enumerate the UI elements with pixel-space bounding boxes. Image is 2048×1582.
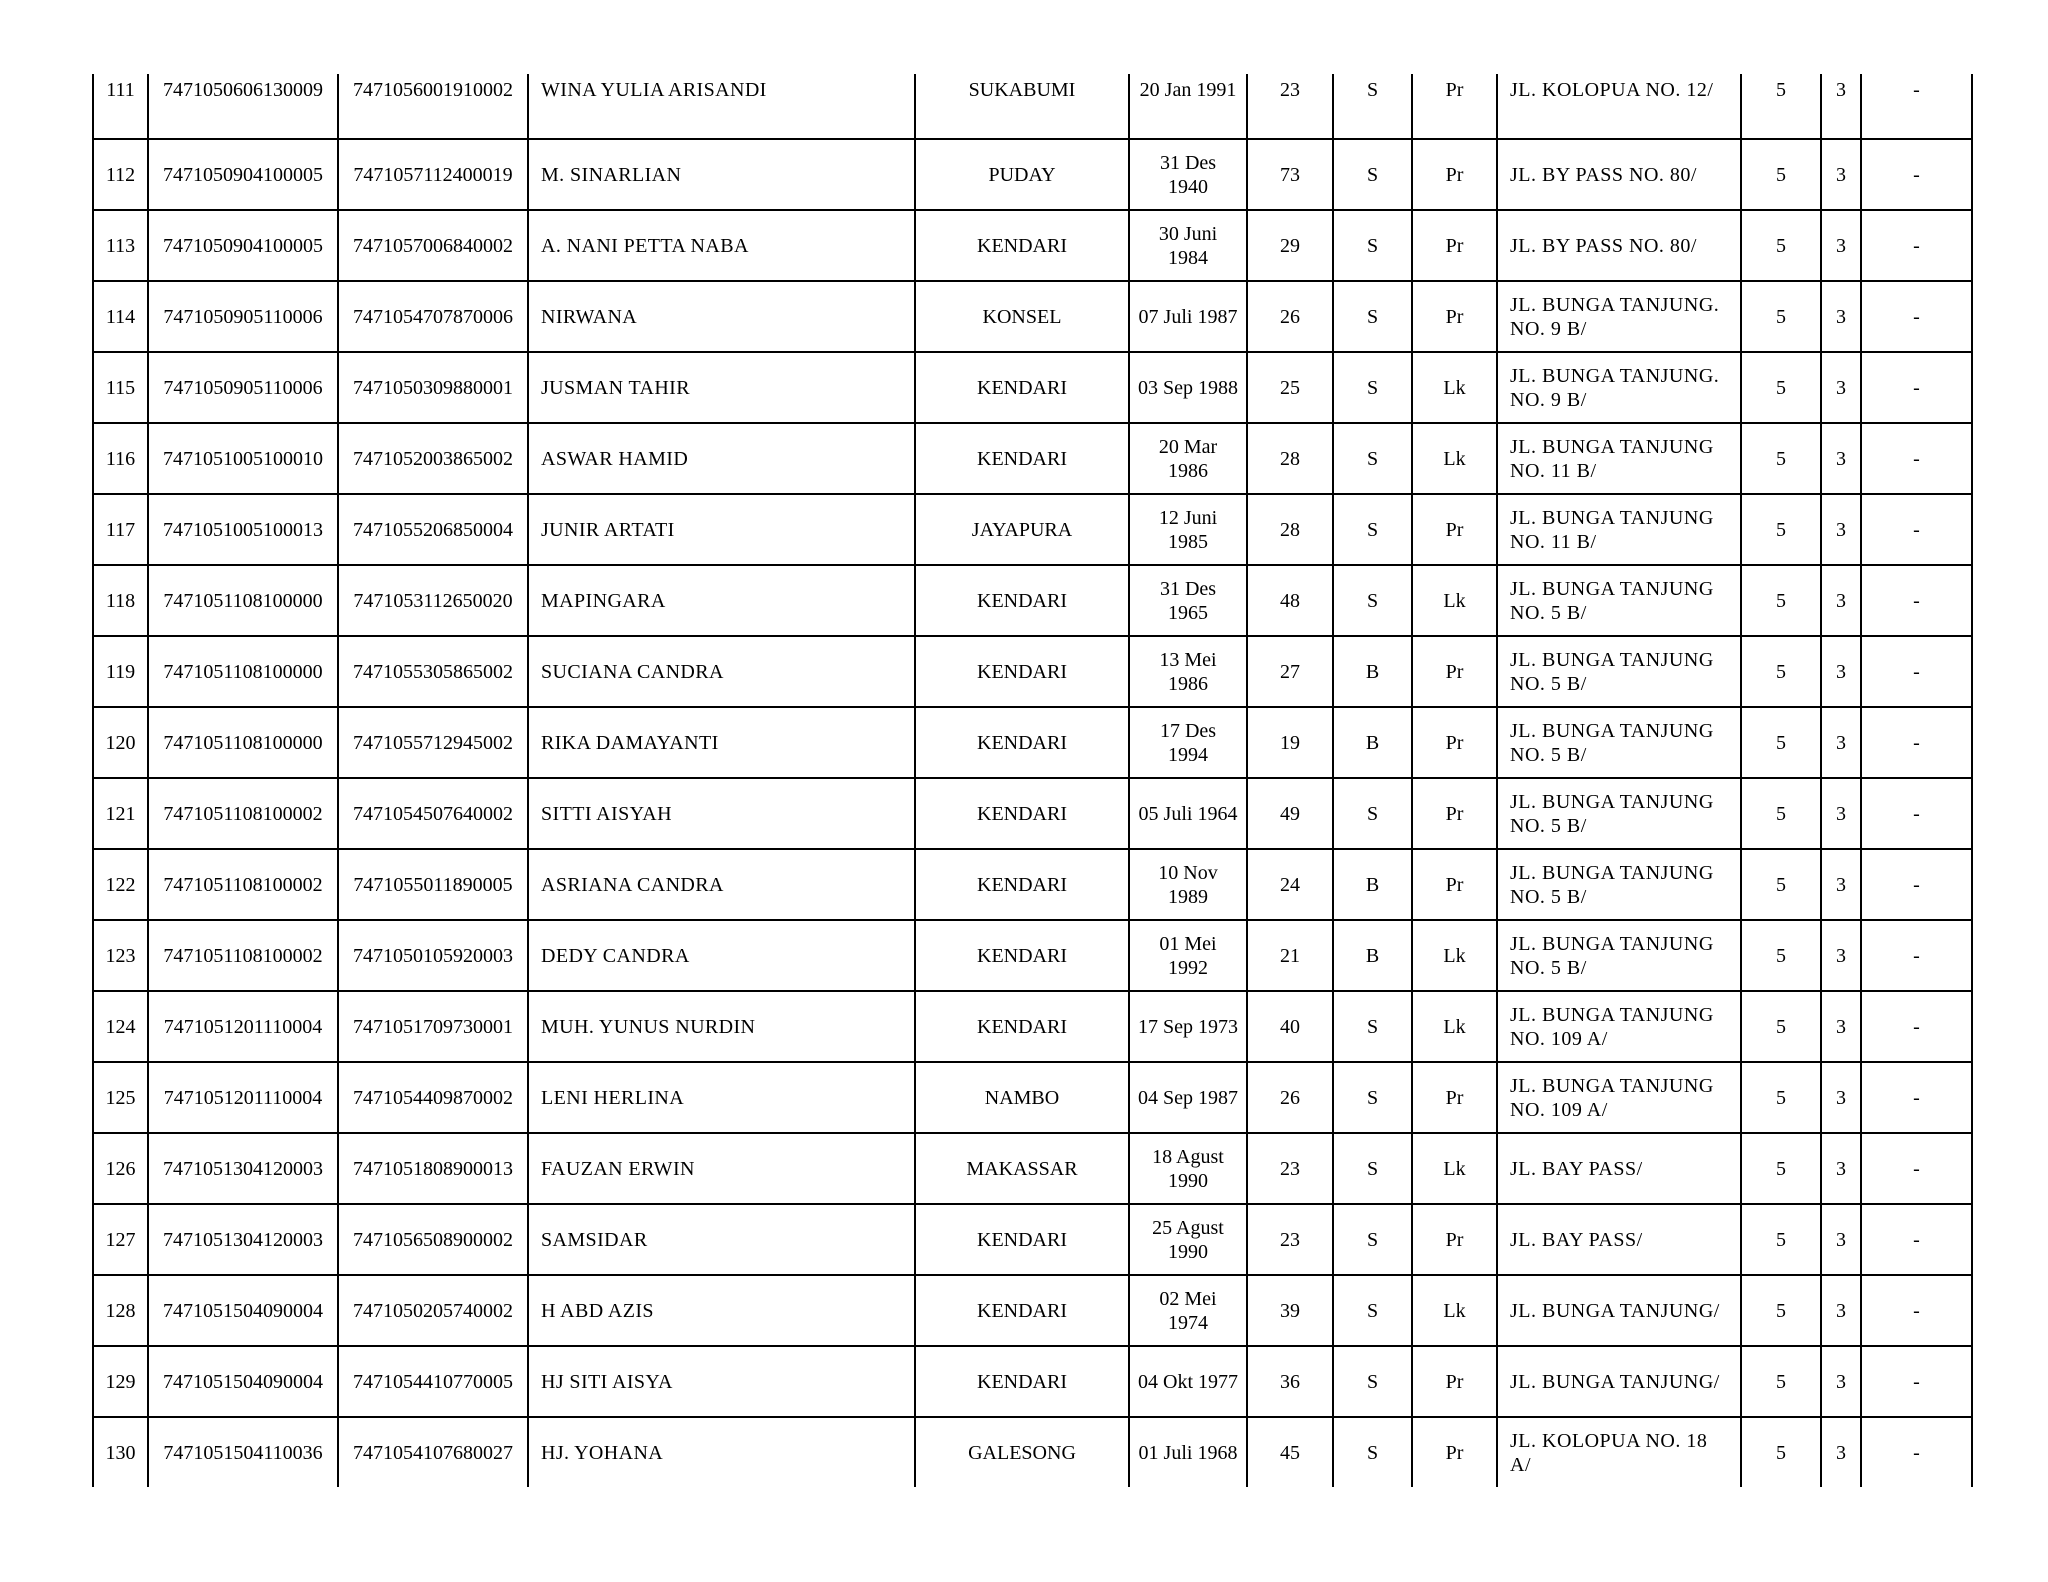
table-row bbox=[93, 636, 1972, 707]
row-number-cell: 117 bbox=[93, 494, 148, 565]
code-1-cell: 5 bbox=[1741, 281, 1821, 352]
code-1-cell: 5 bbox=[1741, 139, 1821, 210]
id-number-cell: 7471057006840002 bbox=[338, 210, 528, 281]
family-card-number-cell: 7471050606130009 bbox=[148, 74, 338, 139]
code-1-cell: 5 bbox=[1741, 1204, 1821, 1275]
address-cell: JL. BUNGA TANJUNG NO. 5 B/ bbox=[1497, 849, 1741, 920]
table-row bbox=[93, 494, 1972, 565]
age-cell: 23 bbox=[1247, 1204, 1333, 1275]
id-number-cell: 7471055206850004 bbox=[338, 494, 528, 565]
birthplace-cell: KENDARI bbox=[915, 920, 1129, 991]
remarks-cell: - bbox=[1861, 1204, 1972, 1275]
marital-status-cell: S bbox=[1333, 210, 1412, 281]
id-number-cell: 7471052003865002 bbox=[338, 423, 528, 494]
id-number-cell: 7471054409870002 bbox=[338, 1062, 528, 1133]
address-cell: JL. BUNGA TANJUNG NO. 109 A/ bbox=[1497, 1062, 1741, 1133]
table-row bbox=[93, 1204, 1972, 1275]
code-2-cell: 3 bbox=[1821, 991, 1861, 1062]
code-2-cell: 3 bbox=[1821, 778, 1861, 849]
family-card-number-cell: 7471051108100000 bbox=[148, 636, 338, 707]
address-cell: JL. BUNGA TANJUNG NO. 5 B/ bbox=[1497, 565, 1741, 636]
remarks-cell: - bbox=[1861, 210, 1972, 281]
address-cell: JL. BY PASS NO. 80/ bbox=[1497, 210, 1741, 281]
code-1-cell: 5 bbox=[1741, 707, 1821, 778]
marital-status-cell: S bbox=[1333, 1133, 1412, 1204]
remarks-cell: - bbox=[1861, 920, 1972, 991]
birthdate-cell: 30 Juni 1984 bbox=[1129, 210, 1247, 281]
code-2-cell: 3 bbox=[1821, 1133, 1861, 1204]
row-number-cell: 111 bbox=[93, 74, 148, 139]
code-1-cell: 5 bbox=[1741, 74, 1821, 139]
age-cell: 23 bbox=[1247, 1133, 1333, 1204]
family-card-number-cell: 7471051201110004 bbox=[148, 1062, 338, 1133]
name-cell: ASRIANA CANDRA bbox=[528, 849, 915, 920]
code-2-cell: 3 bbox=[1821, 636, 1861, 707]
address-cell: JL. BUNGA TANJUNG NO. 5 B/ bbox=[1497, 707, 1741, 778]
birthplace-cell: KENDARI bbox=[915, 636, 1129, 707]
birthplace-cell: JAYAPURA bbox=[915, 494, 1129, 565]
id-number-cell: 7471054707870006 bbox=[338, 281, 528, 352]
birthdate-cell: 17 Des 1994 bbox=[1129, 707, 1247, 778]
marital-status-cell: S bbox=[1333, 991, 1412, 1062]
age-cell: 26 bbox=[1247, 1062, 1333, 1133]
table-row bbox=[93, 991, 1972, 1062]
code-2-cell: 3 bbox=[1821, 210, 1861, 281]
remarks-cell: - bbox=[1861, 1346, 1972, 1417]
address-cell: JL. BUNGA TANJUNG/ bbox=[1497, 1275, 1741, 1346]
age-cell: 29 bbox=[1247, 210, 1333, 281]
name-cell: M. SINARLIAN bbox=[528, 139, 915, 210]
name-cell: JUNIR ARTATI bbox=[528, 494, 915, 565]
table-row bbox=[93, 707, 1972, 778]
family-card-number-cell: 7471050905110006 bbox=[148, 281, 338, 352]
family-card-number-cell: 7471051504110036 bbox=[148, 1417, 338, 1487]
birthdate-cell: 20 Mar 1986 bbox=[1129, 423, 1247, 494]
id-number-cell: 7471051808900013 bbox=[338, 1133, 528, 1204]
row-number-cell: 116 bbox=[93, 423, 148, 494]
age-cell: 73 bbox=[1247, 139, 1333, 210]
table-row bbox=[93, 352, 1972, 423]
sex-cell: Pr bbox=[1412, 74, 1497, 139]
code-2-cell: 3 bbox=[1821, 920, 1861, 991]
birthplace-cell: KENDARI bbox=[915, 352, 1129, 423]
remarks-cell: - bbox=[1861, 991, 1972, 1062]
code-1-cell: 5 bbox=[1741, 210, 1821, 281]
birthdate-cell: 13 Mei 1986 bbox=[1129, 636, 1247, 707]
birthplace-cell: KENDARI bbox=[915, 707, 1129, 778]
row-number-cell: 115 bbox=[93, 352, 148, 423]
family-card-number-cell: 7471050904100005 bbox=[148, 210, 338, 281]
row-number-cell: 118 bbox=[93, 565, 148, 636]
code-2-cell: 3 bbox=[1821, 1204, 1861, 1275]
family-card-number-cell: 7471051108100000 bbox=[148, 707, 338, 778]
id-number-cell: 7471056508900002 bbox=[338, 1204, 528, 1275]
marital-status-cell: B bbox=[1333, 707, 1412, 778]
code-2-cell: 3 bbox=[1821, 74, 1861, 139]
family-card-number-cell: 7471050905110006 bbox=[148, 352, 338, 423]
family-card-number-cell: 7471050904100005 bbox=[148, 139, 338, 210]
code-1-cell: 5 bbox=[1741, 1275, 1821, 1346]
address-cell: JL. BY PASS NO. 80/ bbox=[1497, 139, 1741, 210]
address-cell: JL. BUNGA TANJUNG. NO. 9 B/ bbox=[1497, 352, 1741, 423]
id-number-cell: 7471054107680027 bbox=[338, 1417, 528, 1487]
sex-cell: Lk bbox=[1412, 1133, 1497, 1204]
marital-status-cell: B bbox=[1333, 920, 1412, 991]
code-1-cell: 5 bbox=[1741, 1417, 1821, 1487]
age-cell: 28 bbox=[1247, 423, 1333, 494]
sex-cell: Lk bbox=[1412, 920, 1497, 991]
row-number-cell: 120 bbox=[93, 707, 148, 778]
age-cell: 21 bbox=[1247, 920, 1333, 991]
marital-status-cell: S bbox=[1333, 1346, 1412, 1417]
row-number-cell: 113 bbox=[93, 210, 148, 281]
sex-cell: Lk bbox=[1412, 1275, 1497, 1346]
id-number-cell: 7471053112650020 bbox=[338, 565, 528, 636]
sex-cell: Lk bbox=[1412, 423, 1497, 494]
age-cell: 28 bbox=[1247, 494, 1333, 565]
table-row bbox=[93, 778, 1972, 849]
marital-status-cell: B bbox=[1333, 849, 1412, 920]
table-row bbox=[93, 281, 1972, 352]
remarks-cell: - bbox=[1861, 1275, 1972, 1346]
marital-status-cell: S bbox=[1333, 494, 1412, 565]
birthplace-cell: KENDARI bbox=[915, 210, 1129, 281]
address-cell: JL. BUNGA TANJUNG NO. 5 B/ bbox=[1497, 778, 1741, 849]
code-2-cell: 3 bbox=[1821, 849, 1861, 920]
id-number-cell: 7471055712945002 bbox=[338, 707, 528, 778]
marital-status-cell: S bbox=[1333, 281, 1412, 352]
remarks-cell: - bbox=[1861, 636, 1972, 707]
birthdate-cell: 25 Agust 1990 bbox=[1129, 1204, 1247, 1275]
birthplace-cell: KENDARI bbox=[915, 778, 1129, 849]
name-cell: LENI HERLINA bbox=[528, 1062, 915, 1133]
row-number-cell: 125 bbox=[93, 1062, 148, 1133]
family-card-number-cell: 7471051005100010 bbox=[148, 423, 338, 494]
table-row bbox=[93, 423, 1972, 494]
address-cell: JL. KOLOPUA NO. 18 A/ bbox=[1497, 1417, 1741, 1487]
address-cell: JL. BAY PASS/ bbox=[1497, 1204, 1741, 1275]
sex-cell: Pr bbox=[1412, 1062, 1497, 1133]
name-cell: MAPINGARA bbox=[528, 565, 915, 636]
table-row bbox=[93, 74, 1972, 139]
remarks-cell: - bbox=[1861, 778, 1972, 849]
table-row bbox=[93, 1275, 1972, 1346]
birthdate-cell: 20 Jan 1991 bbox=[1129, 74, 1247, 139]
name-cell: DEDY CANDRA bbox=[528, 920, 915, 991]
birthplace-cell: KONSEL bbox=[915, 281, 1129, 352]
code-1-cell: 5 bbox=[1741, 494, 1821, 565]
id-number-cell: 7471050205740002 bbox=[338, 1275, 528, 1346]
sex-cell: Pr bbox=[1412, 281, 1497, 352]
marital-status-cell: B bbox=[1333, 636, 1412, 707]
row-number-cell: 121 bbox=[93, 778, 148, 849]
name-cell: WINA YULIA ARISANDI bbox=[528, 74, 915, 139]
remarks-cell: - bbox=[1861, 74, 1972, 139]
sex-cell: Pr bbox=[1412, 707, 1497, 778]
birthplace-cell: KENDARI bbox=[915, 991, 1129, 1062]
address-cell: JL. BUNGA TANJUNG NO. 5 B/ bbox=[1497, 636, 1741, 707]
birthdate-cell: 03 Sep 1988 bbox=[1129, 352, 1247, 423]
id-number-cell: 7471056001910002 bbox=[338, 74, 528, 139]
age-cell: 26 bbox=[1247, 281, 1333, 352]
code-1-cell: 5 bbox=[1741, 423, 1821, 494]
name-cell: RIKA DAMAYANTI bbox=[528, 707, 915, 778]
row-number-cell: 130 bbox=[93, 1417, 148, 1487]
remarks-cell: - bbox=[1861, 849, 1972, 920]
code-2-cell: 3 bbox=[1821, 1346, 1861, 1417]
marital-status-cell: S bbox=[1333, 565, 1412, 636]
address-cell: JL. BUNGA TANJUNG. NO. 9 B/ bbox=[1497, 281, 1741, 352]
remarks-cell: - bbox=[1861, 1133, 1972, 1204]
address-cell: JL. BUNGA TANJUNG NO. 5 B/ bbox=[1497, 920, 1741, 991]
row-number-cell: 127 bbox=[93, 1204, 148, 1275]
code-2-cell: 3 bbox=[1821, 423, 1861, 494]
remarks-cell: - bbox=[1861, 1417, 1972, 1487]
row-number-cell: 128 bbox=[93, 1275, 148, 1346]
id-number-cell: 7471051709730001 bbox=[338, 991, 528, 1062]
row-number-cell: 114 bbox=[93, 281, 148, 352]
age-cell: 39 bbox=[1247, 1275, 1333, 1346]
family-card-number-cell: 7471051108100000 bbox=[148, 565, 338, 636]
age-cell: 25 bbox=[1247, 352, 1333, 423]
table-row bbox=[93, 565, 1972, 636]
sex-cell: Pr bbox=[1412, 210, 1497, 281]
remarks-cell: - bbox=[1861, 423, 1972, 494]
sex-cell: Pr bbox=[1412, 636, 1497, 707]
marital-status-cell: S bbox=[1333, 1275, 1412, 1346]
sex-cell: Pr bbox=[1412, 778, 1497, 849]
birthdate-cell: 04 Sep 1987 bbox=[1129, 1062, 1247, 1133]
family-card-number-cell: 7471051304120003 bbox=[148, 1204, 338, 1275]
address-cell: JL. BUNGA TANJUNG NO. 109 A/ bbox=[1497, 991, 1741, 1062]
sex-cell: Pr bbox=[1412, 1417, 1497, 1487]
resident-table bbox=[92, 74, 1973, 1487]
birthplace-cell: KENDARI bbox=[915, 423, 1129, 494]
id-number-cell: 7471050105920003 bbox=[338, 920, 528, 991]
birthplace-cell: MAKASSAR bbox=[915, 1133, 1129, 1204]
sex-cell: Lk bbox=[1412, 991, 1497, 1062]
row-number-cell: 126 bbox=[93, 1133, 148, 1204]
marital-status-cell: S bbox=[1333, 1204, 1412, 1275]
remarks-cell: - bbox=[1861, 139, 1972, 210]
sex-cell: Pr bbox=[1412, 1346, 1497, 1417]
code-1-cell: 5 bbox=[1741, 849, 1821, 920]
family-card-number-cell: 7471051005100013 bbox=[148, 494, 338, 565]
code-2-cell: 3 bbox=[1821, 281, 1861, 352]
birthplace-cell: SUKABUMI bbox=[915, 74, 1129, 139]
age-cell: 40 bbox=[1247, 991, 1333, 1062]
name-cell: SUCIANA CANDRA bbox=[528, 636, 915, 707]
row-number-cell: 119 bbox=[93, 636, 148, 707]
sex-cell: Pr bbox=[1412, 849, 1497, 920]
family-card-number-cell: 7471051304120003 bbox=[148, 1133, 338, 1204]
sex-cell: Pr bbox=[1412, 139, 1497, 210]
name-cell: JUSMAN TAHIR bbox=[528, 352, 915, 423]
address-cell: JL. KOLOPUA NO. 12/ bbox=[1497, 74, 1741, 139]
code-1-cell: 5 bbox=[1741, 778, 1821, 849]
birthplace-cell: KENDARI bbox=[915, 849, 1129, 920]
birthdate-cell: 18 Agust 1990 bbox=[1129, 1133, 1247, 1204]
table-row bbox=[93, 1133, 1972, 1204]
age-cell: 23 bbox=[1247, 74, 1333, 139]
age-cell: 27 bbox=[1247, 636, 1333, 707]
name-cell: H ABD AZIS bbox=[528, 1275, 915, 1346]
sex-cell: Lk bbox=[1412, 352, 1497, 423]
table-row bbox=[93, 1346, 1972, 1417]
birthplace-cell: PUDAY bbox=[915, 139, 1129, 210]
name-cell: HJ SITI AISYA bbox=[528, 1346, 915, 1417]
remarks-cell: - bbox=[1861, 352, 1972, 423]
name-cell: MUH. YUNUS NURDIN bbox=[528, 991, 915, 1062]
sex-cell: Pr bbox=[1412, 494, 1497, 565]
table-row bbox=[93, 139, 1972, 210]
sex-cell: Pr bbox=[1412, 1204, 1497, 1275]
age-cell: 19 bbox=[1247, 707, 1333, 778]
code-1-cell: 5 bbox=[1741, 565, 1821, 636]
birthdate-cell: 31 Des 1965 bbox=[1129, 565, 1247, 636]
age-cell: 48 bbox=[1247, 565, 1333, 636]
family-card-number-cell: 7471051108100002 bbox=[148, 778, 338, 849]
family-card-number-cell: 7471051201110004 bbox=[148, 991, 338, 1062]
id-number-cell: 7471050309880001 bbox=[338, 352, 528, 423]
birthdate-cell: 12 Juni 1985 bbox=[1129, 494, 1247, 565]
marital-status-cell: S bbox=[1333, 74, 1412, 139]
marital-status-cell: S bbox=[1333, 1062, 1412, 1133]
birthplace-cell: NAMBO bbox=[915, 1062, 1129, 1133]
id-number-cell: 7471057112400019 bbox=[338, 139, 528, 210]
remarks-cell: - bbox=[1861, 281, 1972, 352]
code-2-cell: 3 bbox=[1821, 352, 1861, 423]
row-number-cell: 122 bbox=[93, 849, 148, 920]
marital-status-cell: S bbox=[1333, 778, 1412, 849]
code-2-cell: 3 bbox=[1821, 494, 1861, 565]
address-cell: JL. BUNGA TANJUNG NO. 11 B/ bbox=[1497, 494, 1741, 565]
name-cell: HJ. YOHANA bbox=[528, 1417, 915, 1487]
family-card-number-cell: 7471051108100002 bbox=[148, 849, 338, 920]
code-1-cell: 5 bbox=[1741, 920, 1821, 991]
id-number-cell: 7471054507640002 bbox=[338, 778, 528, 849]
code-2-cell: 3 bbox=[1821, 1062, 1861, 1133]
table-row bbox=[93, 849, 1972, 920]
name-cell: SITTI AISYAH bbox=[528, 778, 915, 849]
code-1-cell: 5 bbox=[1741, 636, 1821, 707]
table-row bbox=[93, 1417, 1972, 1487]
birthdate-cell: 01 Juli 1968 bbox=[1129, 1417, 1247, 1487]
code-2-cell: 3 bbox=[1821, 1275, 1861, 1346]
birthdate-cell: 02 Mei 1974 bbox=[1129, 1275, 1247, 1346]
id-number-cell: 7471055011890005 bbox=[338, 849, 528, 920]
code-2-cell: 3 bbox=[1821, 565, 1861, 636]
code-1-cell: 5 bbox=[1741, 1133, 1821, 1204]
birthdate-cell: 07 Juli 1987 bbox=[1129, 281, 1247, 352]
row-number-cell: 129 bbox=[93, 1346, 148, 1417]
name-cell: NIRWANA bbox=[528, 281, 915, 352]
code-1-cell: 5 bbox=[1741, 352, 1821, 423]
name-cell: A. NANI PETTA NABA bbox=[528, 210, 915, 281]
age-cell: 36 bbox=[1247, 1346, 1333, 1417]
birthplace-cell: GALESONG bbox=[915, 1417, 1129, 1487]
family-card-number-cell: 7471051504090004 bbox=[148, 1346, 338, 1417]
birthdate-cell: 10 Nov 1989 bbox=[1129, 849, 1247, 920]
id-number-cell: 7471054410770005 bbox=[338, 1346, 528, 1417]
family-card-number-cell: 7471051108100002 bbox=[148, 920, 338, 991]
code-1-cell: 5 bbox=[1741, 1346, 1821, 1417]
table-row bbox=[93, 920, 1972, 991]
age-cell: 45 bbox=[1247, 1417, 1333, 1487]
birthplace-cell: KENDARI bbox=[915, 1275, 1129, 1346]
birthdate-cell: 17 Sep 1973 bbox=[1129, 991, 1247, 1062]
code-1-cell: 5 bbox=[1741, 1062, 1821, 1133]
remarks-cell: - bbox=[1861, 494, 1972, 565]
birthplace-cell: KENDARI bbox=[915, 1346, 1129, 1417]
row-number-cell: 112 bbox=[93, 139, 148, 210]
code-2-cell: 3 bbox=[1821, 139, 1861, 210]
name-cell: SAMSIDAR bbox=[528, 1204, 915, 1275]
birthdate-cell: 04 Okt 1977 bbox=[1129, 1346, 1247, 1417]
marital-status-cell: S bbox=[1333, 423, 1412, 494]
marital-status-cell: S bbox=[1333, 352, 1412, 423]
code-1-cell: 5 bbox=[1741, 991, 1821, 1062]
birthplace-cell: KENDARI bbox=[915, 1204, 1129, 1275]
address-cell: JL. BUNGA TANJUNG/ bbox=[1497, 1346, 1741, 1417]
marital-status-cell: S bbox=[1333, 139, 1412, 210]
row-number-cell: 124 bbox=[93, 991, 148, 1062]
age-cell: 24 bbox=[1247, 849, 1333, 920]
birthdate-cell: 31 Des 1940 bbox=[1129, 139, 1247, 210]
marital-status-cell: S bbox=[1333, 1417, 1412, 1487]
sex-cell: Lk bbox=[1412, 565, 1497, 636]
name-cell: FAUZAN ERWIN bbox=[528, 1133, 915, 1204]
birthplace-cell: KENDARI bbox=[915, 565, 1129, 636]
table-row bbox=[93, 1062, 1972, 1133]
remarks-cell: - bbox=[1861, 565, 1972, 636]
table-row bbox=[93, 210, 1972, 281]
row-number-cell: 123 bbox=[93, 920, 148, 991]
address-cell: JL. BUNGA TANJUNG NO. 11 B/ bbox=[1497, 423, 1741, 494]
family-card-number-cell: 7471051504090004 bbox=[148, 1275, 338, 1346]
address-cell: JL. BAY PASS/ bbox=[1497, 1133, 1741, 1204]
name-cell: ASWAR HAMID bbox=[528, 423, 915, 494]
code-2-cell: 3 bbox=[1821, 1417, 1861, 1487]
id-number-cell: 7471055305865002 bbox=[338, 636, 528, 707]
code-2-cell: 3 bbox=[1821, 707, 1861, 778]
remarks-cell: - bbox=[1861, 1062, 1972, 1133]
age-cell: 49 bbox=[1247, 778, 1333, 849]
birthdate-cell: 01 Mei 1992 bbox=[1129, 920, 1247, 991]
birthdate-cell: 05 Juli 1964 bbox=[1129, 778, 1247, 849]
remarks-cell: - bbox=[1861, 707, 1972, 778]
